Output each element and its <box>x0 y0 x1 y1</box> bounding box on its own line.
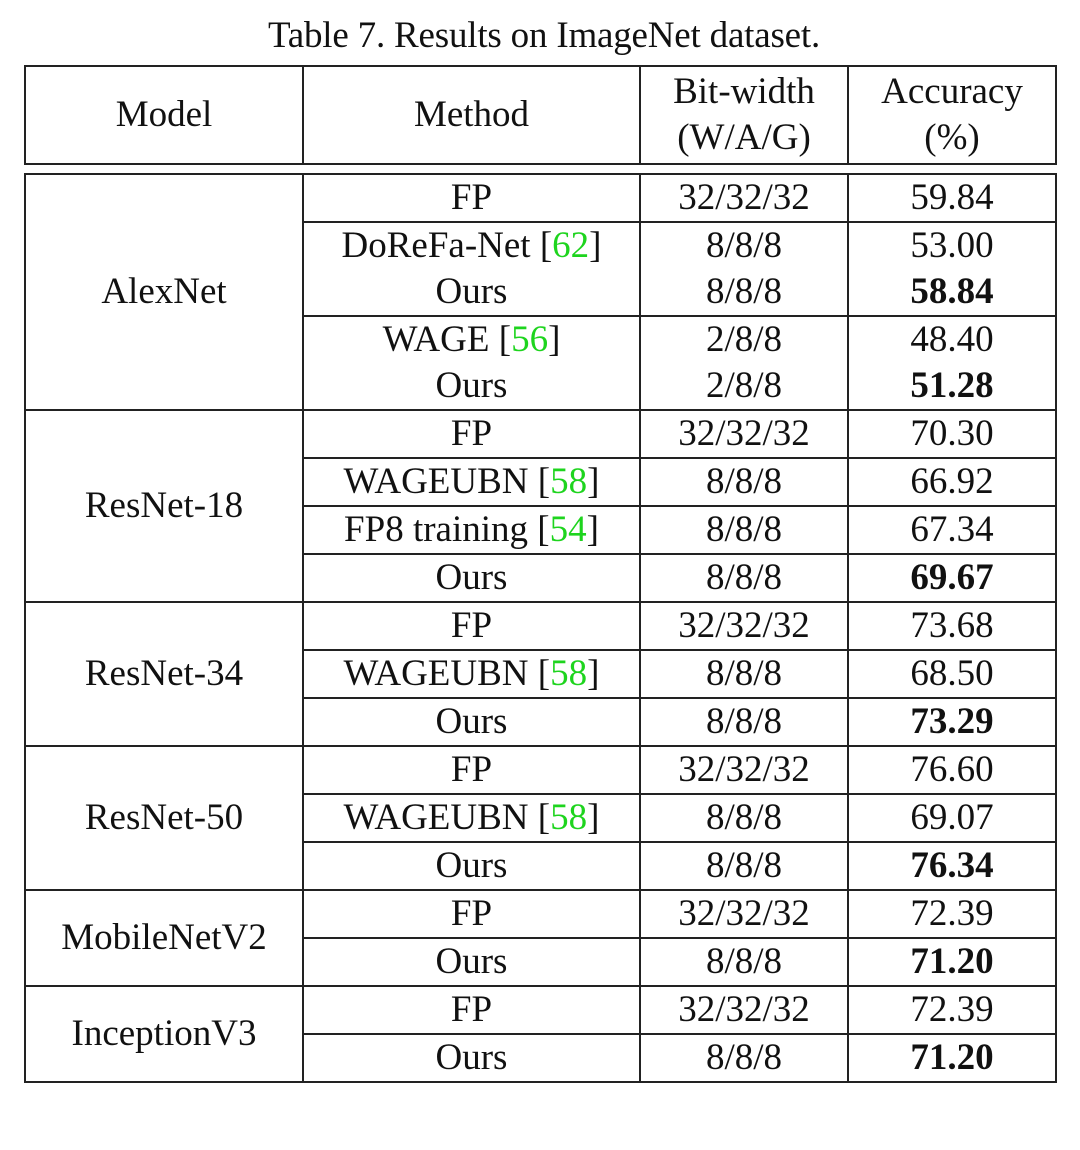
bitwidth-cell: 8/8/8 <box>640 794 848 842</box>
method-name: FP <box>450 177 493 218</box>
header-bitwidth <box>640 66 848 164</box>
method-name: Ours <box>435 1037 508 1078</box>
model-cell: AlexNet <box>25 174 303 410</box>
method-name: WAGEUBN <box>343 797 529 838</box>
header-bitwidth-line2: (W/A/G) <box>677 117 811 158</box>
method-name: Ours <box>435 941 508 982</box>
citation-link[interactable]: 62 <box>552 225 590 266</box>
method-name: FP <box>450 989 493 1030</box>
accuracy-cell: 66.92 <box>848 458 1056 506</box>
method-cell <box>303 986 640 1034</box>
accuracy-cell: 51.28 <box>848 363 1056 410</box>
table-row <box>25 986 1056 1034</box>
method-name: FP <box>450 749 493 790</box>
citation-link[interactable]: 54 <box>549 509 587 550</box>
accuracy-cell: 72.39 <box>848 890 1056 938</box>
method-cell <box>303 890 640 938</box>
bitwidth-cell: 8/8/8 <box>640 269 848 316</box>
accuracy-cell: 68.50 <box>848 650 1056 698</box>
table-caption: Table 7. Results on ImageNet dataset. <box>267 15 821 56</box>
method-name: Ours <box>435 557 508 598</box>
model-cell: ResNet-34 <box>25 602 303 746</box>
method-cell: WAGE [56] <box>303 316 640 363</box>
accuracy-cell: 76.34 <box>848 842 1056 890</box>
bitwidth-cell: 32/32/32 <box>640 890 848 938</box>
citation-link[interactable]: 58 <box>550 797 588 838</box>
method-cell <box>303 698 640 746</box>
method-name: Ours <box>435 365 508 406</box>
method-name: DoReFa-Net <box>341 225 531 266</box>
method-name: FP <box>450 605 493 646</box>
accuracy-cell: 58.84 <box>848 269 1056 316</box>
bitwidth-cell: 8/8/8 <box>640 1034 848 1082</box>
method-name: Ours <box>435 271 508 312</box>
model-cell: ResNet-18 <box>25 410 303 602</box>
table-row <box>25 890 1056 938</box>
bitwidth-cell: 8/8/8 <box>640 554 848 602</box>
table-row <box>25 602 1056 650</box>
bitwidth-cell: 8/8/8 <box>640 842 848 890</box>
bitwidth-cell: 32/32/32 <box>640 174 848 222</box>
citation-link[interactable]: 58 <box>550 461 588 502</box>
method-cell <box>303 363 640 410</box>
method-name: WAGE <box>382 319 490 360</box>
bitwidth-cell: 8/8/8 <box>640 222 848 269</box>
model-cell: ResNet-50 <box>25 746 303 890</box>
method-name: WAGEUBN <box>343 461 529 502</box>
method-cell <box>303 746 640 794</box>
method-name: FP8 training <box>344 509 529 550</box>
accuracy-cell: 73.29 <box>848 698 1056 746</box>
bitwidth-cell: 8/8/8 <box>640 698 848 746</box>
accuracy-cell: 72.39 <box>848 986 1056 1034</box>
method-cell <box>303 554 640 602</box>
accuracy-cell: 70.30 <box>848 410 1056 458</box>
header-accuracy-line1: Accuracy <box>881 71 1023 112</box>
bitwidth-cell: 8/8/8 <box>640 650 848 698</box>
table-row <box>25 410 1056 458</box>
method-name: Ours <box>435 845 508 886</box>
accuracy-cell: 48.40 <box>848 316 1056 363</box>
header-method-label: Method <box>413 94 530 135</box>
method-cell <box>303 938 640 986</box>
header-bitwidth-line1: Bit-width <box>673 71 815 112</box>
bitwidth-cell: 32/32/32 <box>640 410 848 458</box>
header-row <box>25 66 1056 164</box>
method-cell: WAGEUBN [58] <box>303 458 640 506</box>
accuracy-cell: 73.68 <box>848 602 1056 650</box>
method-cell: FP8 training [54] <box>303 506 640 554</box>
bitwidth-cell: 2/8/8 <box>640 363 848 410</box>
method-cell <box>303 1034 640 1082</box>
accuracy-cell: 67.34 <box>848 506 1056 554</box>
method-cell <box>303 602 640 650</box>
accuracy-cell: 69.07 <box>848 794 1056 842</box>
citation-link[interactable]: 56 <box>511 319 549 360</box>
method-cell: WAGEUBN [58] <box>303 650 640 698</box>
accuracy-cell: 53.00 <box>848 222 1056 269</box>
model-cell: InceptionV3 <box>25 986 303 1082</box>
citation-link[interactable]: 58 <box>550 653 588 694</box>
table-row <box>25 174 1056 222</box>
method-name: FP <box>450 893 493 934</box>
method-cell <box>303 174 640 222</box>
bitwidth-cell: 32/32/32 <box>640 746 848 794</box>
bitwidth-cell: 8/8/8 <box>640 458 848 506</box>
bitwidth-cell: 2/8/8 <box>640 316 848 363</box>
method-cell: WAGEUBN [58] <box>303 794 640 842</box>
results-table <box>24 173 1057 1083</box>
method-cell <box>303 410 640 458</box>
method-name: WAGEUBN <box>343 653 529 694</box>
accuracy-cell: 71.20 <box>848 1034 1056 1082</box>
accuracy-cell: 76.60 <box>848 746 1056 794</box>
bitwidth-cell: 32/32/32 <box>640 602 848 650</box>
table-row <box>25 746 1056 794</box>
method-name: Ours <box>435 701 508 742</box>
accuracy-cell: 69.67 <box>848 554 1056 602</box>
bitwidth-cell: 32/32/32 <box>640 986 848 1034</box>
method-name: FP <box>450 413 493 454</box>
accuracy-cell: 59.84 <box>848 174 1056 222</box>
header-accuracy <box>848 66 1056 164</box>
results-table-body <box>25 174 1056 1082</box>
model-cell: MobileNetV2 <box>25 890 303 986</box>
method-cell <box>303 269 640 316</box>
method-cell: DoReFa-Net [62] <box>303 222 640 269</box>
bitwidth-cell: 8/8/8 <box>640 506 848 554</box>
header-model-label: Model <box>115 94 213 135</box>
header-method <box>303 66 640 164</box>
method-cell <box>303 842 640 890</box>
header-model <box>25 66 303 164</box>
table-header <box>24 65 1057 165</box>
header-accuracy-line2: (%) <box>924 117 980 158</box>
accuracy-cell: 71.20 <box>848 938 1056 986</box>
bitwidth-cell: 8/8/8 <box>640 938 848 986</box>
